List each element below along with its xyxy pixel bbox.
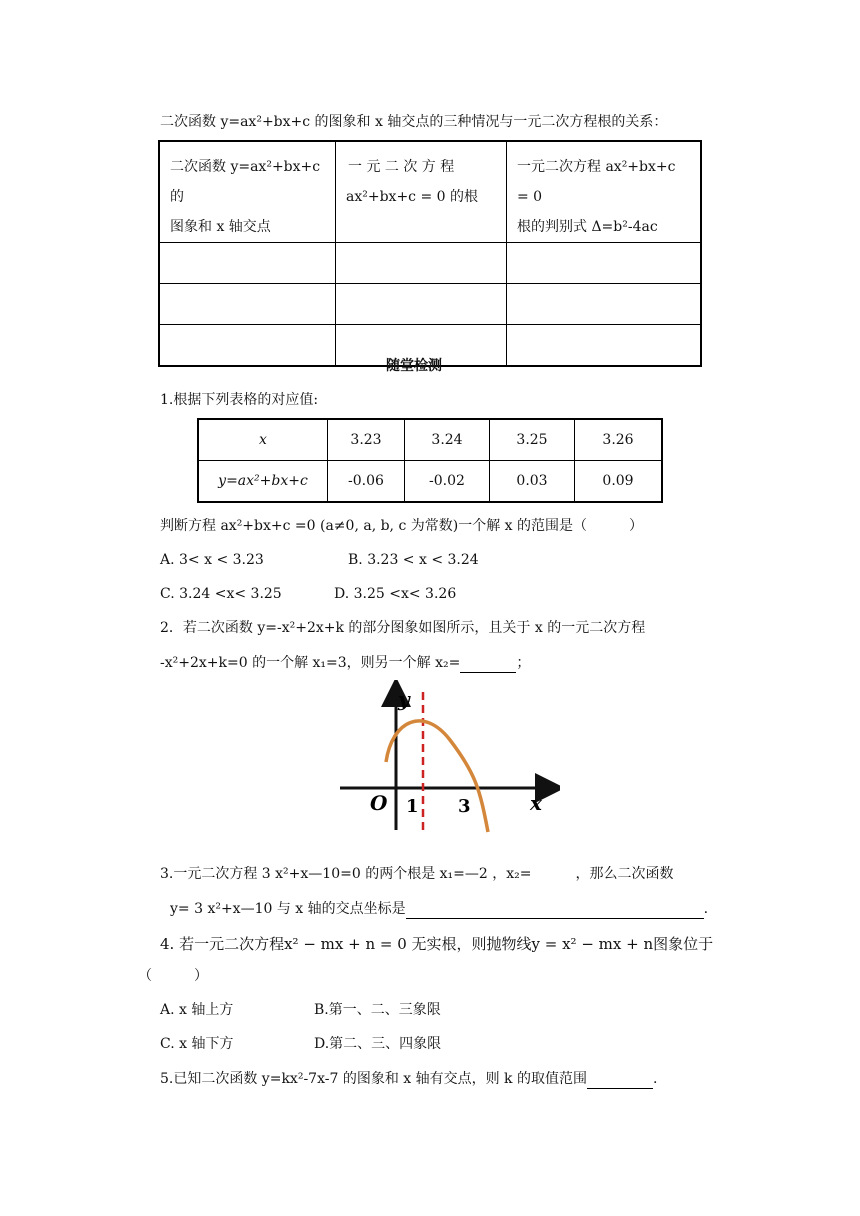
q5-line1-end: . — [653, 1071, 658, 1087]
table-cell: x — [198, 419, 328, 461]
q1-option-d: D. 3.25 <x< 3.26 — [334, 586, 457, 602]
origin-label: O — [370, 791, 388, 815]
header-text: 一元二次方程 ax²+bx+c = 0 — [517, 159, 676, 205]
q2-line2-end: ； — [516, 655, 531, 671]
q1-option-b: B. 3.23 < x < 3.24 — [348, 552, 479, 568]
header-text: 一 元 二 次 方 程 — [348, 159, 455, 175]
tick-label-3: 3 — [458, 796, 471, 817]
table-cell: 3.26 — [575, 419, 663, 461]
table-header-cell — [336, 141, 507, 243]
header-text: 二次函数 y=ax²+bx+c 的 — [170, 159, 321, 205]
table-cell: 0.03 — [490, 461, 575, 503]
table-header-cell — [507, 141, 702, 243]
table-cell: 0.09 — [575, 461, 663, 503]
q4-option-a: A. x 轴上方 — [160, 1002, 234, 1018]
parabola-curve — [386, 721, 488, 832]
q3-line2-end: . — [703, 901, 709, 917]
table-cell: 3.23 — [328, 419, 405, 461]
table-cell: 3.24 — [405, 419, 490, 461]
q3-line1-text: 3.一元二次方程 3 x²+x—10=0 的两个根是 x₁=—2 ，x₂= — [160, 866, 532, 882]
q2-line2 — [160, 652, 530, 673]
q2-line2-text: -x²+2x+k=0 的一个解 x₁=3，则另一个解 x₂= — [160, 655, 461, 671]
q4-option-d: D.第二、三、四象限 — [314, 1036, 442, 1052]
value-table — [197, 418, 663, 503]
q4-option-c: C. x 轴下方 — [160, 1036, 234, 1052]
table-cell: y=ax²+bx+c — [198, 461, 328, 503]
q2-line1: 2．若二次函数 y=-x²+2x+k 的部分图象如图所示，且关于 x 的一元二次方程 — [160, 620, 646, 636]
q4-line2: （ ） — [138, 968, 208, 984]
tick-label-1: 1 — [406, 796, 419, 817]
relation-table — [158, 140, 702, 367]
parabola-graph — [330, 680, 560, 840]
q4-option-b: B.第一、二、三象限 — [314, 1002, 441, 1018]
answer-blank[interactable] — [587, 1068, 653, 1089]
table-row — [198, 419, 662, 461]
x-axis-label: x — [530, 791, 542, 815]
y-axis-label: y — [398, 687, 410, 711]
intro-text: 二次函数 y=ax²+bx+c 的图象和 x 轴交点的三种情况与一元二次方程根的关系： — [160, 114, 668, 130]
table-row — [198, 461, 662, 503]
q1-option-c: C. 3.24 <x< 3.25 — [160, 586, 282, 602]
section-title: 随堂检测 — [386, 358, 442, 374]
q1-judge: 判断方程 ax²+bx+c =0 (a≠0, a, b, c 为常数)一个解 x 的范围是（ ） — [160, 518, 644, 534]
table-row — [159, 284, 701, 325]
header-text: 根的判别式 Δ=b²-4ac — [517, 219, 658, 235]
q4-line1: 4. 若一元二次方程x² − mx + n = 0 无实根，则抛物线y = x² − mx + n图象位于 — [160, 935, 714, 953]
table-cell: -0.06 — [328, 461, 405, 503]
q3-line2 — [170, 898, 708, 919]
q5-line1 — [160, 1068, 657, 1089]
answer-blank[interactable] — [406, 898, 704, 919]
table-cell: 3.25 — [490, 419, 575, 461]
q3-line1 — [160, 864, 674, 884]
table-header-cell — [159, 141, 336, 243]
table-cell: -0.02 — [405, 461, 490, 503]
q3-line2-text: y= 3 x²+x—10 与 x 轴的交点坐标是 — [170, 901, 406, 917]
q1-option-a: A. 3< x < 3.23 — [160, 552, 264, 568]
header-text: ax²+bx+c = 0 的根 — [346, 189, 479, 205]
q3-line1-end: ，那么二次函数 — [575, 866, 674, 882]
table-row — [159, 243, 701, 284]
header-text: 图象和 x 轴交点 — [170, 219, 271, 235]
q1-stem: 1.根据下列表格的对应值: — [160, 392, 319, 408]
answer-blank[interactable] — [460, 652, 516, 673]
q5-line1-text: 5.已知二次函数 y=kx²-7x-7 的图象和 x 轴有交点，则 k 的取值范围 — [160, 1071, 587, 1087]
